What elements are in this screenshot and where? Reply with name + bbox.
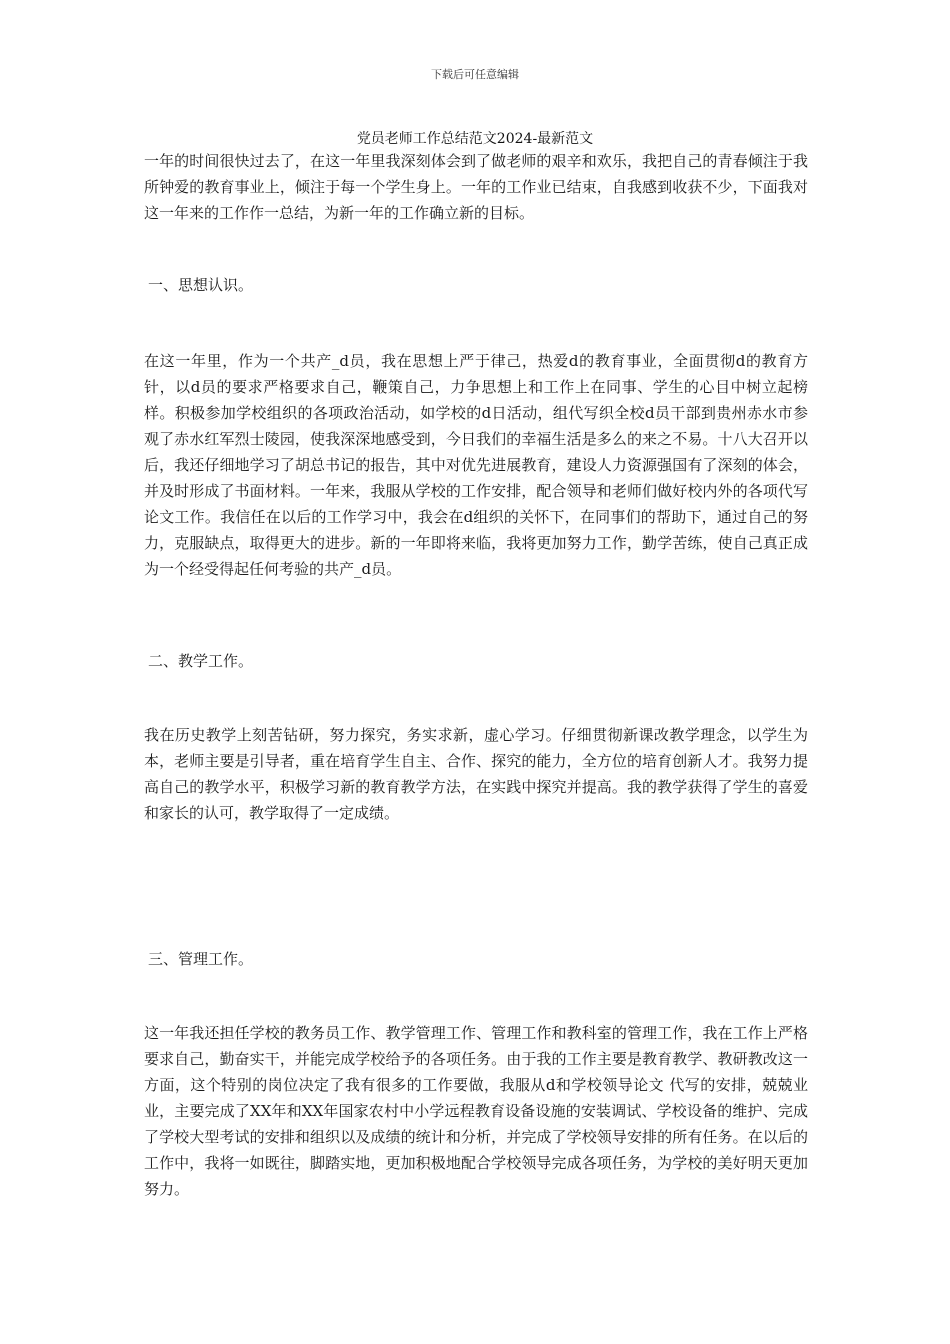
section-heading-management: 三、管理工作。 — [148, 950, 254, 968]
section-body-thought: 在这一年里，作为一个共产_d员，我在思想上严于律己，热爱d的教育事业，全面贯彻d的教育方针，以d员的要求严格要求自己，鞭策自己，力争思想上和工作上在同事、学生的心目中树立起榜样。积极参加学校组织的各项政治活动，如学校的d日活动，组代写织全校d员干部到贵州赤水市参观了赤水红军烈士陵园，使我深深地感受到，今日我们的幸福生活是多么的来之不易。十八大召开以后，我还仔细地学习了胡总书记的报告，其中对优先进展教育，建设人力资源强国有了深刻的体会，并及时形成了书面材料。一年来，我服从学校的工作安排，配合领导和老师们做好校内外的各项代写 论文工作。我信任在以后的工作学习中，我会在d组织的关怀下，在同事们的帮助下，通过自己的努力，克服缺点，取得更大的进步。新的一年即将来临，我将更加努力工作，勤学苦练，使自己真正成为一个经受得起任何考验的共产_d员。 — [144, 352, 808, 578]
section-heading-teaching: 二、教学工作。 — [148, 652, 254, 670]
intro-paragraph: 一年的时间很快过去了，在这一年里我深刻体会到了做老师的艰辛和欢乐，我把自己的青春倾注于我所钟爱的教育事业上，倾注于每一个学生身上。一年的工作业已结束，自我感到收获不少，下面我对这一年来的工作作一总结，为新一年的工作确立新的目标。 — [144, 152, 808, 222]
header-note: 下载后可任意编辑 — [431, 68, 519, 81]
section-body-teaching: 我在历史教学上刻苦钻研，努力探究，务实求新，虚心学习。仔细贯彻新课改教学理念，以学生为本，老师主要是引导者，重在培育学生自主、合作、探究的能力，全方位的培育创新人才。我努力提高自己的教学水平，积极学习新的教育教学方法，在实践中探究并提高。我的教学获得了学生的喜爱和家长的认可，教学取得了一定成绩。 — [144, 726, 808, 822]
section-body-management: 这一年我还担任学校的教务员工作、教学管理工作、管理工作和教科室的管理工作，我在工作上严格要求自己，勤奋实干，并能完成学校给予的各项任务。由于我的工作主要是教育教学、教研教改这一方面，这个特别的岗位决定了我有很多的工作要做，我服从d和学校领导论文 代写的安排，兢兢业业，主要完成了XX年和XX年国家农村中小学远程教育设备设施的安装调试、学校设备的维护、完成了学校大型考试的安排和组织以及成绩的统计和分析，并完成了学校领导安排的所有任务。在以后的工作中，我将一如既往，脚踏实地，更加积极地配合学校领导完成各项任务，为学校的美好明天更加努力。 — [144, 1024, 808, 1198]
section-heading-thought: 一、思想认识。 — [148, 276, 254, 294]
document-title: 党员老师工作总结范文2024-最新范文 — [356, 131, 594, 147]
